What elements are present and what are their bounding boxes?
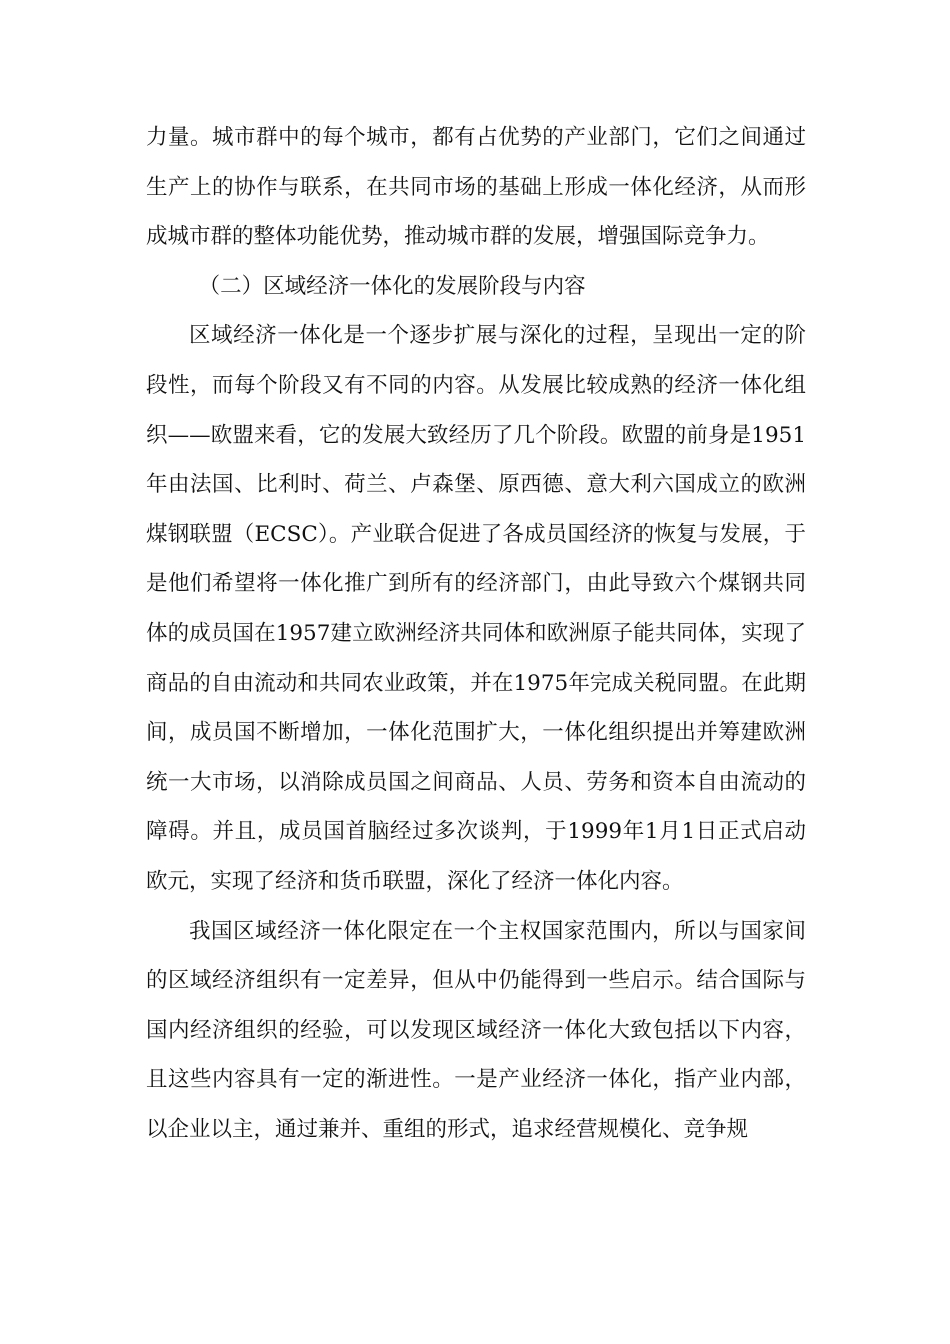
- section-heading: （二）区域经济一体化的发展阶段与内容: [198, 273, 586, 299]
- paragraph-continuation: 力量。城市群中的每个城市，都有占优势的产业部门，它们之间通过生产上的协作与联系，在共同市场的基础上形成一体化经济，从而形成城市群的整体功能优势，推动城市群的发展，增强国际竞争力。: [146, 125, 806, 250]
- paragraph-china-integration: 我国区域经济一体化限定在一个主权国家范围内，所以与国家间的区域经济组织有一定差异，但从中仍能得到一些启示。结合国际与国内经济组织的经验，可以发现区域经济一体化大致包括以下内容，且这些内容具有一定的渐进性。一是产业经济一体化，指产业内部，以企业以主，通过兼并、重组的形式，追求经营规模化、竞争规: [146, 918, 806, 1142]
- paragraph-eu-integration: 区域经济一体化是一个逐步扩展与深化的过程，呈现出一定的阶段性，而每个阶段又有不同的内容。从发展比较成熟的经济一体化组织——欧盟来看，它的发展大致经历了几个阶段。欧盟的前身是1951年由法国、比利时、荷兰、卢森堡、原西德、意大利六国成立的欧洲煤钢联盟（ECSC）。产业联合促进了各成员国经济的恢复与发展，于是他们希望将一体化推广到所有的经济部门，由此导致六个煤钢共同体的成员国在1957建立欧洲经济共同体和欧洲原子能共同体，实现了商品的自由流动和共同农业政策，并在1975年完成关税同盟。在此期间，成员国不断增加，一体化范围扩大，一体化组织提出并筹建欧洲统一大市场，以消除成员国之间商品、人员、劳务和资本自由流动的障碍。并且，成员国首脑经过多次谈判，于1999年1月1日正式启动欧元，实现了经济和货币联盟，深化了经济一体化内容。: [146, 323, 806, 894]
- document-body: [146, 113, 806, 1154]
